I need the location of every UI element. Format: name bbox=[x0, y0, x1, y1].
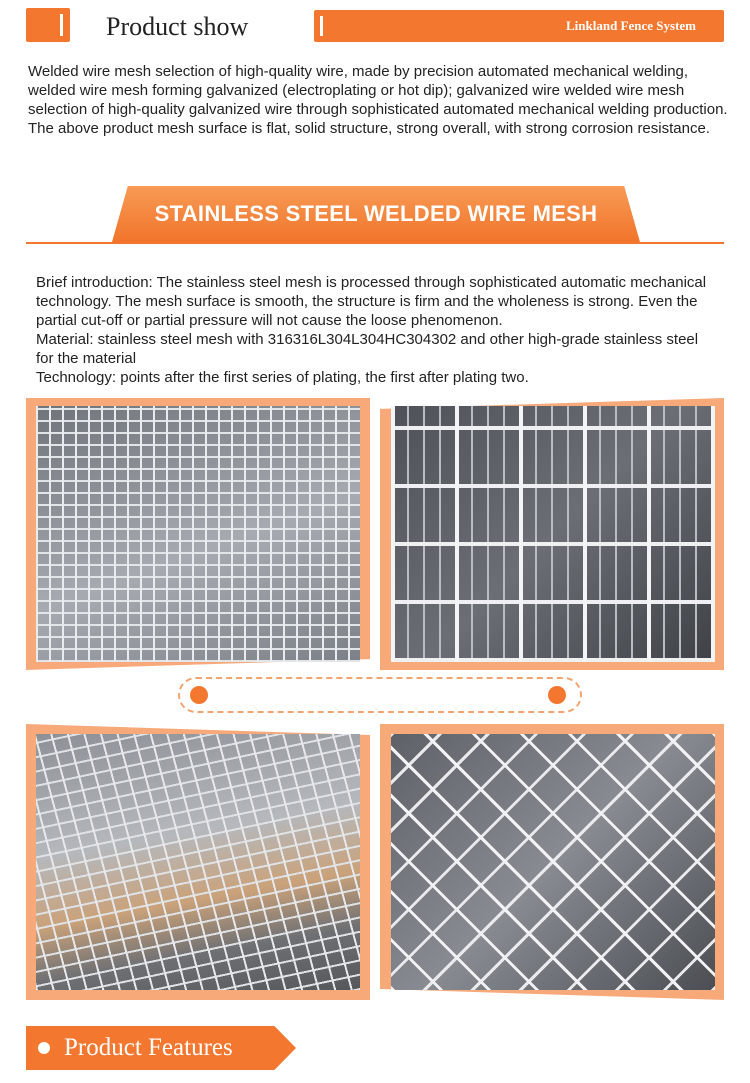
features-title: Product Features bbox=[64, 1034, 233, 1061]
section-title: Product show bbox=[106, 12, 249, 41]
brief-introduction: Brief introduction: The stainless steel mesh is processed through sophisticated automatic mechanical technology. The mesh surface is smooth, the structure is firm and the wholeness is strong. Even the partial cut-off or partial pressure will not cause the loose phenomenon. bbox=[36, 274, 707, 329]
product-photo-mesh-stack bbox=[36, 734, 360, 990]
brand-name: Linkland Fence System bbox=[565, 18, 696, 33]
technology-text: Technology: points after the first series of plating, the first after plating two. bbox=[36, 369, 529, 386]
product-photo-mesh-closeup bbox=[391, 406, 715, 662]
banner-underline bbox=[26, 242, 724, 244]
product-photo-mesh-diagonal bbox=[391, 734, 715, 990]
product-description bbox=[36, 273, 716, 387]
divider-dot-left bbox=[190, 686, 208, 704]
divider-dot-right bbox=[548, 686, 566, 704]
material-text: Material: stainless steel mesh with 316316L304L304HC304302 and other high-grade stainless steel for the material bbox=[36, 331, 699, 367]
divider-pill bbox=[178, 677, 582, 713]
brand-bar bbox=[314, 10, 724, 42]
header-tab-decoration bbox=[26, 8, 70, 42]
banner-title: STAINLESS STEEL WELDED WIRE MESH bbox=[154, 201, 598, 226]
intro-paragraph: Welded wire mesh selection of high-quality wire, made by precision automated mechanical welding, welded wire mesh forming galvanized (electroplating or hot dip); galvanized wire welded wire mesh selection of high-quality galvanized wire through sophisticated automated mechanical welding production. The above product mesh surface is flat, solid structure, strong overall, with strong corrosion resistance. bbox=[28, 63, 728, 137]
product-photo-mesh-panels bbox=[36, 406, 360, 662]
bullet-icon bbox=[38, 1042, 50, 1054]
